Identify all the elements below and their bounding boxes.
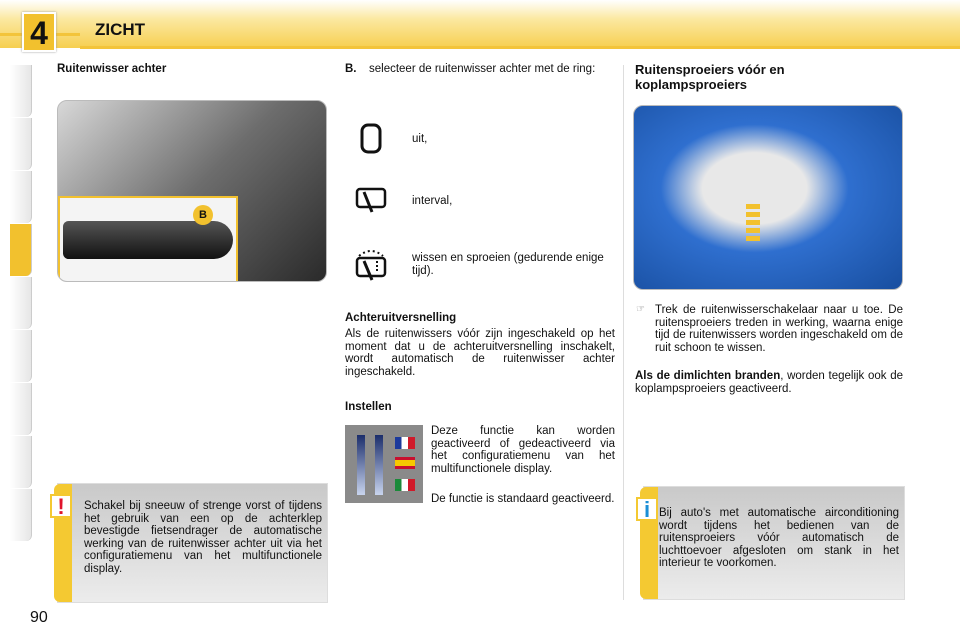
option-label: uit,	[412, 133, 428, 145]
warning-text: Schakel bij sneeuw of strenge vorst of tijdens het gebruik van een op de achterklep bevestigde fietsendrager de automatische werking van de ruitenwisser achter uit via het configuratiemenu van het multifunctionele display.	[84, 500, 322, 575]
option-label: interval,	[412, 195, 453, 207]
setup-heading: Instellen	[345, 401, 392, 413]
chapter-number: 4	[22, 12, 56, 52]
section-heading: Ruitensproeiers vóór en koplampsproeiers	[635, 62, 785, 92]
step-text: selecteer de ruitenwisser achter met de ring:	[369, 63, 596, 75]
chapter-tab[interactable]	[10, 330, 32, 382]
chapter-tab[interactable]	[10, 118, 32, 170]
setup-text: Deze functie kan worden geactiveerd of gedeactiveerd via het configuratiemenu van het multifunctionele display.	[431, 425, 615, 475]
option-label: wissen en sproeien (gedurende enige tijd).	[412, 252, 604, 277]
step-label: B.	[345, 63, 357, 75]
info-box	[643, 486, 905, 600]
wiper-stalk-photo	[57, 100, 327, 282]
chapter-tab-active[interactable]	[10, 224, 32, 276]
header-rule	[80, 46, 960, 50]
setup-default-text: De functie is standaard geactiveerd.	[431, 493, 615, 505]
info-icon: i	[636, 497, 658, 521]
bullet-text: Trek de ruitenwisserschakelaar naar u toe. De ruitensproeiers treden in werking, waarna enige tijd de ruitenwissers worden ingeschakeld om de ruit schoon te wissen.	[655, 304, 903, 354]
bold-lead: Als de dimlichten branden	[635, 370, 781, 382]
callout-b: B	[193, 205, 213, 225]
column-divider	[623, 65, 624, 600]
reverse-heading: Achteruitversnelling	[345, 312, 457, 324]
chapter-tab[interactable]	[10, 489, 32, 541]
chapter-tab[interactable]	[10, 436, 32, 488]
page-title: ZICHT	[95, 20, 146, 39]
chapter-tabs	[10, 65, 32, 542]
chapter-tab[interactable]	[10, 383, 32, 435]
chapter-tab[interactable]	[10, 277, 32, 329]
pointing-hand-icon: ☞	[636, 304, 645, 315]
headlamp-washer-photo	[633, 105, 903, 290]
warning-box	[57, 483, 328, 603]
section-heading: Ruitenwisser achter	[57, 63, 167, 75]
bullet-continuation: , worden tegelijk ook de koplampsproeiers geactiveerd.	[635, 370, 903, 395]
interval-wiper-icon	[355, 186, 389, 220]
reverse-text: Als de ruitenwissers vóór zijn ingeschakeld op het moment dat u de achteruitversnelling inschakelt, wordt automatisch de ruitenwisser achter ingeschakeld.	[345, 328, 615, 378]
warning-icon: !	[50, 494, 72, 518]
settings-menu-icon	[345, 425, 423, 503]
info-text: Bij auto's met automatische airconditioning wordt tijdens het bedienen van de ruitensproeiers vóór automatisch de luchttoevoer afgesloten om stank in het interieur te voorkomen.	[659, 507, 899, 569]
off-icon	[355, 122, 389, 156]
page-number: 90	[30, 609, 48, 626]
chapter-tab[interactable]	[10, 65, 32, 117]
wipe-wash-icon	[355, 246, 389, 282]
chapter-tab[interactable]	[10, 171, 32, 223]
